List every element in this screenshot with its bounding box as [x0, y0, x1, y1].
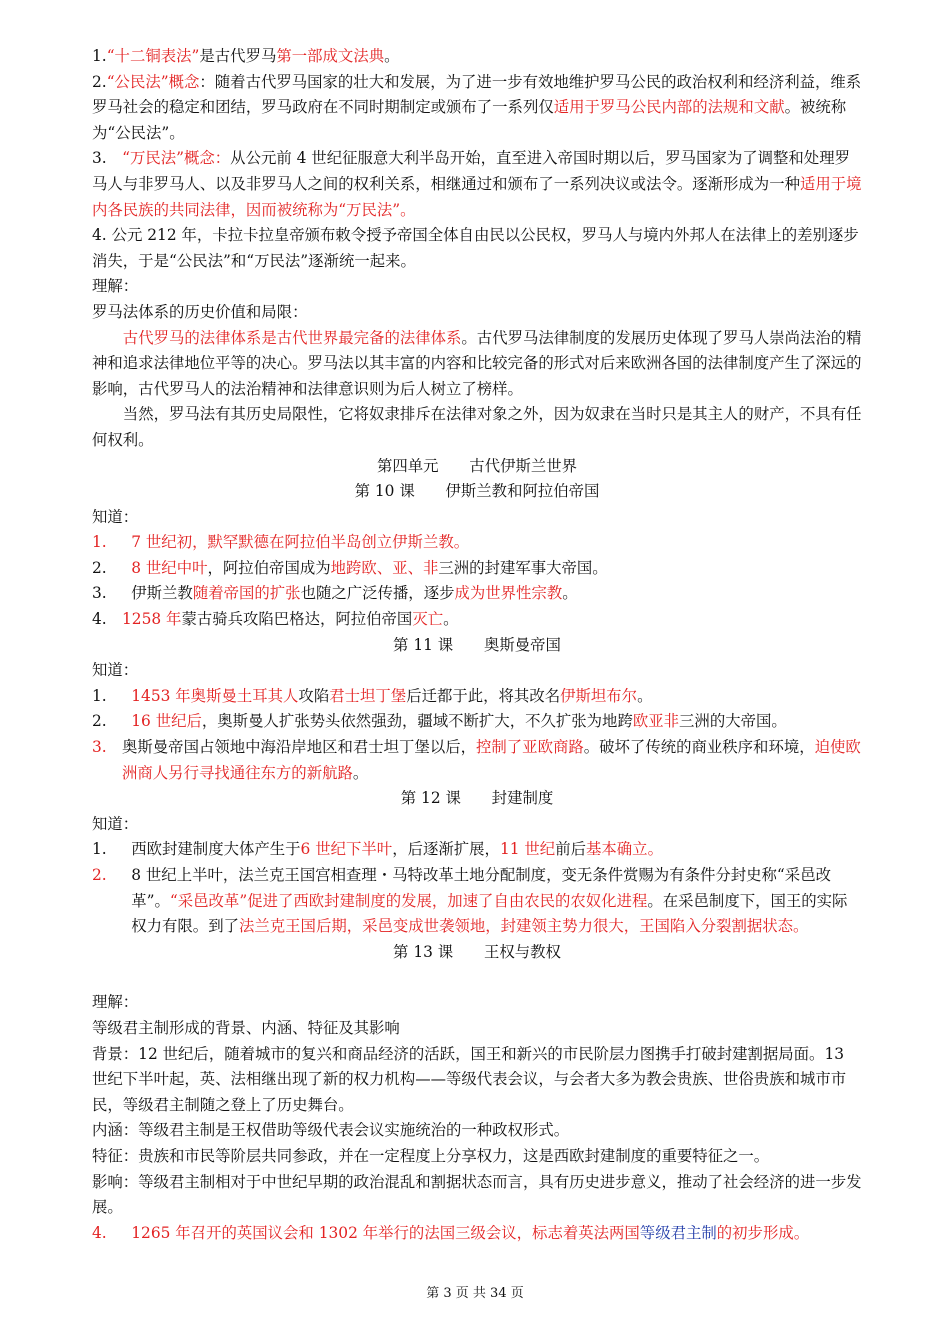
body-text: 前后 — [555, 840, 586, 859]
document-page — [92, 44, 862, 1246]
item-number: 3. — [92, 584, 107, 603]
lesson-13-item-4 — [92, 1221, 862, 1247]
lesson-11-item-2 — [92, 709, 862, 735]
highlight-text: 16 世纪后 — [131, 712, 202, 731]
body-text: 三洲的封建军事大帝国。 — [438, 558, 608, 577]
understand-label: 理解： — [92, 277, 139, 296]
highlight-text: 1258 年 — [122, 610, 182, 629]
body-text: ：随着古代罗马国家的壮大和发展，为了进一步有效地维护罗马公民的政治权利和经济利益，维系罗马社会的稳定和团结，罗马政府在不同时期制定或颁布了一系列仅 — [92, 72, 862, 117]
item-number: 3. — [92, 149, 123, 168]
roman-law-item-3 — [92, 146, 862, 223]
body-text: 。 — [443, 610, 459, 629]
body-text: 三洲的大帝国。 — [679, 712, 787, 731]
item-number: 4. — [92, 610, 107, 629]
highlight-text: “公民法”概念 — [106, 72, 200, 91]
highlight-text: “万民法”概念： — [122, 149, 231, 168]
highlight-text: 1453 年奥斯曼土耳其人 — [131, 686, 299, 705]
section-subtitle: 罗马法体系的历史价值和局限： — [92, 302, 308, 321]
body-text: 蒙古骑兵攻陷巴格达，阿拉伯帝国 — [181, 610, 413, 629]
item-number: 2. — [92, 712, 107, 731]
highlight-text: 地跨欧、亚、非 — [330, 558, 439, 577]
body-text: 。 — [384, 47, 400, 65]
item-number: 1. — [92, 686, 107, 705]
blue-term-text: 等级君主制 — [639, 1223, 717, 1242]
body-text: 攻陷 — [298, 686, 330, 705]
feature-paragraph: 特征：贵族和市民等阶层共同参政，并在一定程度上分享权力，这是西欧封建制度的重要特征之一。 — [92, 1146, 770, 1165]
highlight-text: 伊斯坦布尔 — [560, 686, 638, 705]
lesson-11-item-1 — [92, 684, 862, 710]
know-label: 知道： — [92, 507, 139, 526]
body-text: 后迁都于此，将其改名 — [406, 686, 561, 705]
body-text: ，奥斯曼人扩张势头依然强劲，疆域不断扩大，不久扩张为地跨 — [201, 712, 633, 731]
lesson-10-item-2 — [92, 556, 862, 582]
lesson-10-item-4 — [92, 607, 862, 633]
highlight-text: 法兰克王国后期，采邑变成世袭领地，封建领主势力很大，王国陷入分裂割据状态。 — [238, 917, 809, 936]
highlight-text: “十二铜表法” — [106, 47, 200, 65]
highlight-text: 随着帝国的扩张 — [192, 584, 301, 603]
lesson-13-title: 第 13 课 王权与教权 — [393, 942, 561, 961]
item-number: 3. — [92, 738, 107, 757]
highlight-text: 迫使欧洲商人另行寻找通往东方的新航路 — [122, 738, 861, 782]
highlight-text: 基本确立。 — [586, 840, 663, 859]
highlight-text: 的初步形成。 — [716, 1223, 810, 1242]
lesson-10-item-1 — [92, 530, 862, 556]
body-text: 8 世纪上半叶，法兰克王国宫相查理・马特改革土地分配制度，变无条件赏赐为有条件分封史称“采邑改革”。 — [131, 866, 831, 910]
item-number: 1. — [92, 47, 107, 65]
body-text: 是古代罗马 — [199, 47, 277, 65]
roman-law-item-1 — [92, 44, 862, 70]
highlight-text: 1265 年召开的英国议会和 1302 年举行的法国三级会议，标志着英法两国 — [131, 1223, 640, 1242]
body-text: 。古代罗马法律制度的发展历史体现了罗马人崇尚法治的精神和追求法律地位平等的决心。罗马法以其丰富的内容和比较完备的形式对后来欧洲各国的法律制度产生了深远的影响，古代罗马人的法治精神和法律意识则为后人树立了榜样。 — [92, 328, 862, 398]
item-number: 1. — [92, 533, 107, 552]
roman-law-item-4: 4. 公元 212 年，卡拉卡拉皇帝颁布敕令授予帝国全体自由民以公民权，罗马人与境内外邦人在法律上的差别逐步消失，于是“公民法”和“万民法”逐渐统一起来。 — [92, 226, 859, 270]
body-text: 。被统称为“公民法”。 — [92, 98, 847, 142]
know-label: 知道： — [92, 814, 139, 833]
body-text: 西欧封建制度大体产生于 — [131, 840, 301, 859]
item-number: 2. — [92, 558, 107, 577]
body-text: 伊斯兰教 — [131, 584, 193, 603]
page-footer: 第 3 页 共 34 页 — [426, 1286, 524, 1301]
lesson-10-title: 第 10 课 伊斯兰教和阿拉伯帝国 — [354, 482, 600, 501]
body-text: ，后逐渐扩展， — [392, 840, 500, 859]
highlight-text: 欧亚非 — [632, 712, 680, 731]
background-paragraph: 背景：12 世纪后，随着城市的复兴和商品经济的活跃，国王和新兴的市民阶层力图携手打破封建割据局面。13 世纪下半叶起，英、法相继出现了新的权力机构——等级代表会议，与会者大多为教会贵族、世俗贵族和城市市民，等级君主制随之登上了历史舞台。 — [92, 1044, 847, 1114]
impact-paragraph: 影响：等级君主制相对于中世纪早期的政治混乱和割据状态而言，具有历史进步意义，推动了社会经济的进一步发展。 — [92, 1172, 862, 1217]
highlight-text: 7 世纪初，默罕默德在阿拉伯半岛创立伊斯兰教。 — [131, 533, 470, 552]
highlight-text: 古代罗马的法律体系是古代世界最完备的法律体系 — [122, 328, 462, 347]
body-text: 从公元前 4 世纪征服意大利半岛开始，直至进入帝国时期以后，罗马国家为了调整和处理罗马人与非罗马人、以及非罗马人之间的权利关系，相继通过和颁布了一系列决议或法令。逐渐形成为一种 — [92, 149, 850, 193]
highlight-text: 6 世纪下半叶 — [300, 840, 393, 859]
body-text: ，阿拉伯帝国成为 — [207, 558, 331, 577]
lesson-12-title: 第 12 课 封建制度 — [400, 789, 554, 808]
section-subtitle: 等级君主制形成的背景、内涵、特征及其影响 — [92, 1018, 400, 1037]
item-number: 4. — [92, 1223, 107, 1242]
item-number: 2. — [92, 866, 107, 884]
lesson-10-item-3 — [92, 581, 862, 607]
highlight-text: 适用于罗马公民内部的法规和文献 — [553, 98, 785, 117]
highlight-text: 控制了亚欧商路 — [476, 738, 584, 757]
lesson-11-item-3 — [92, 735, 862, 786]
item-number: 2. — [92, 72, 107, 91]
item-number: 1. — [92, 840, 107, 859]
highlight-text: 11 世纪 — [499, 840, 556, 859]
body-text: 。破坏了传统的商业秩序和环境， — [583, 738, 815, 757]
meaning-paragraph: 内涵：等级君主制是王权借助等级代表会议实施统治的一种政权形式。 — [92, 1121, 570, 1140]
highlight-text: 适用于境内各民族的共同法律，因而被统称为“万民法”。 — [92, 174, 862, 219]
body-text: 也随之广泛传播，逐步 — [300, 584, 455, 603]
highlight-text: 成为世界性宗教 — [454, 584, 563, 603]
highlight-text: 灭亡 — [412, 610, 444, 629]
roman-law-paragraph-1 — [92, 326, 862, 403]
unit-title: 第四单元 古代伊斯兰世界 — [376, 456, 578, 475]
lesson-12-item-2 — [92, 863, 862, 940]
roman-law-item-2 — [92, 70, 862, 147]
body-text: 。 — [562, 584, 578, 603]
highlight-text: 君士坦丁堡 — [329, 686, 407, 705]
understand-label: 理解： — [92, 993, 139, 1012]
highlight-text: 第一部成文法典 — [276, 47, 385, 65]
lesson-12-item-1 — [92, 837, 862, 863]
body-text: 。 — [352, 763, 369, 782]
blank-line — [92, 965, 862, 990]
roman-law-paragraph-2: 当然，罗马法有其历史局限性，它将奴隶排斥在法律对象之外，因为奴隶在当时只是其主人的财产，不具有任何权利。 — [92, 405, 862, 449]
know-label: 知道： — [92, 661, 139, 680]
lesson-11-title: 第 11 课 奥斯曼帝国 — [393, 635, 561, 654]
highlight-text: “采邑改革”促进了西欧封建制度的发展，加速了自由农民的农奴化进程 — [169, 891, 648, 910]
highlight-text: 8 世纪中叶 — [131, 558, 208, 577]
body-text: 。 — [637, 686, 653, 705]
body-text: 。在采邑制度下，国王的实际权力有限。到了 — [131, 891, 848, 936]
body-text: 奥斯曼帝国占领地中海沿岸地区和君士坦丁堡以后， — [122, 738, 476, 757]
